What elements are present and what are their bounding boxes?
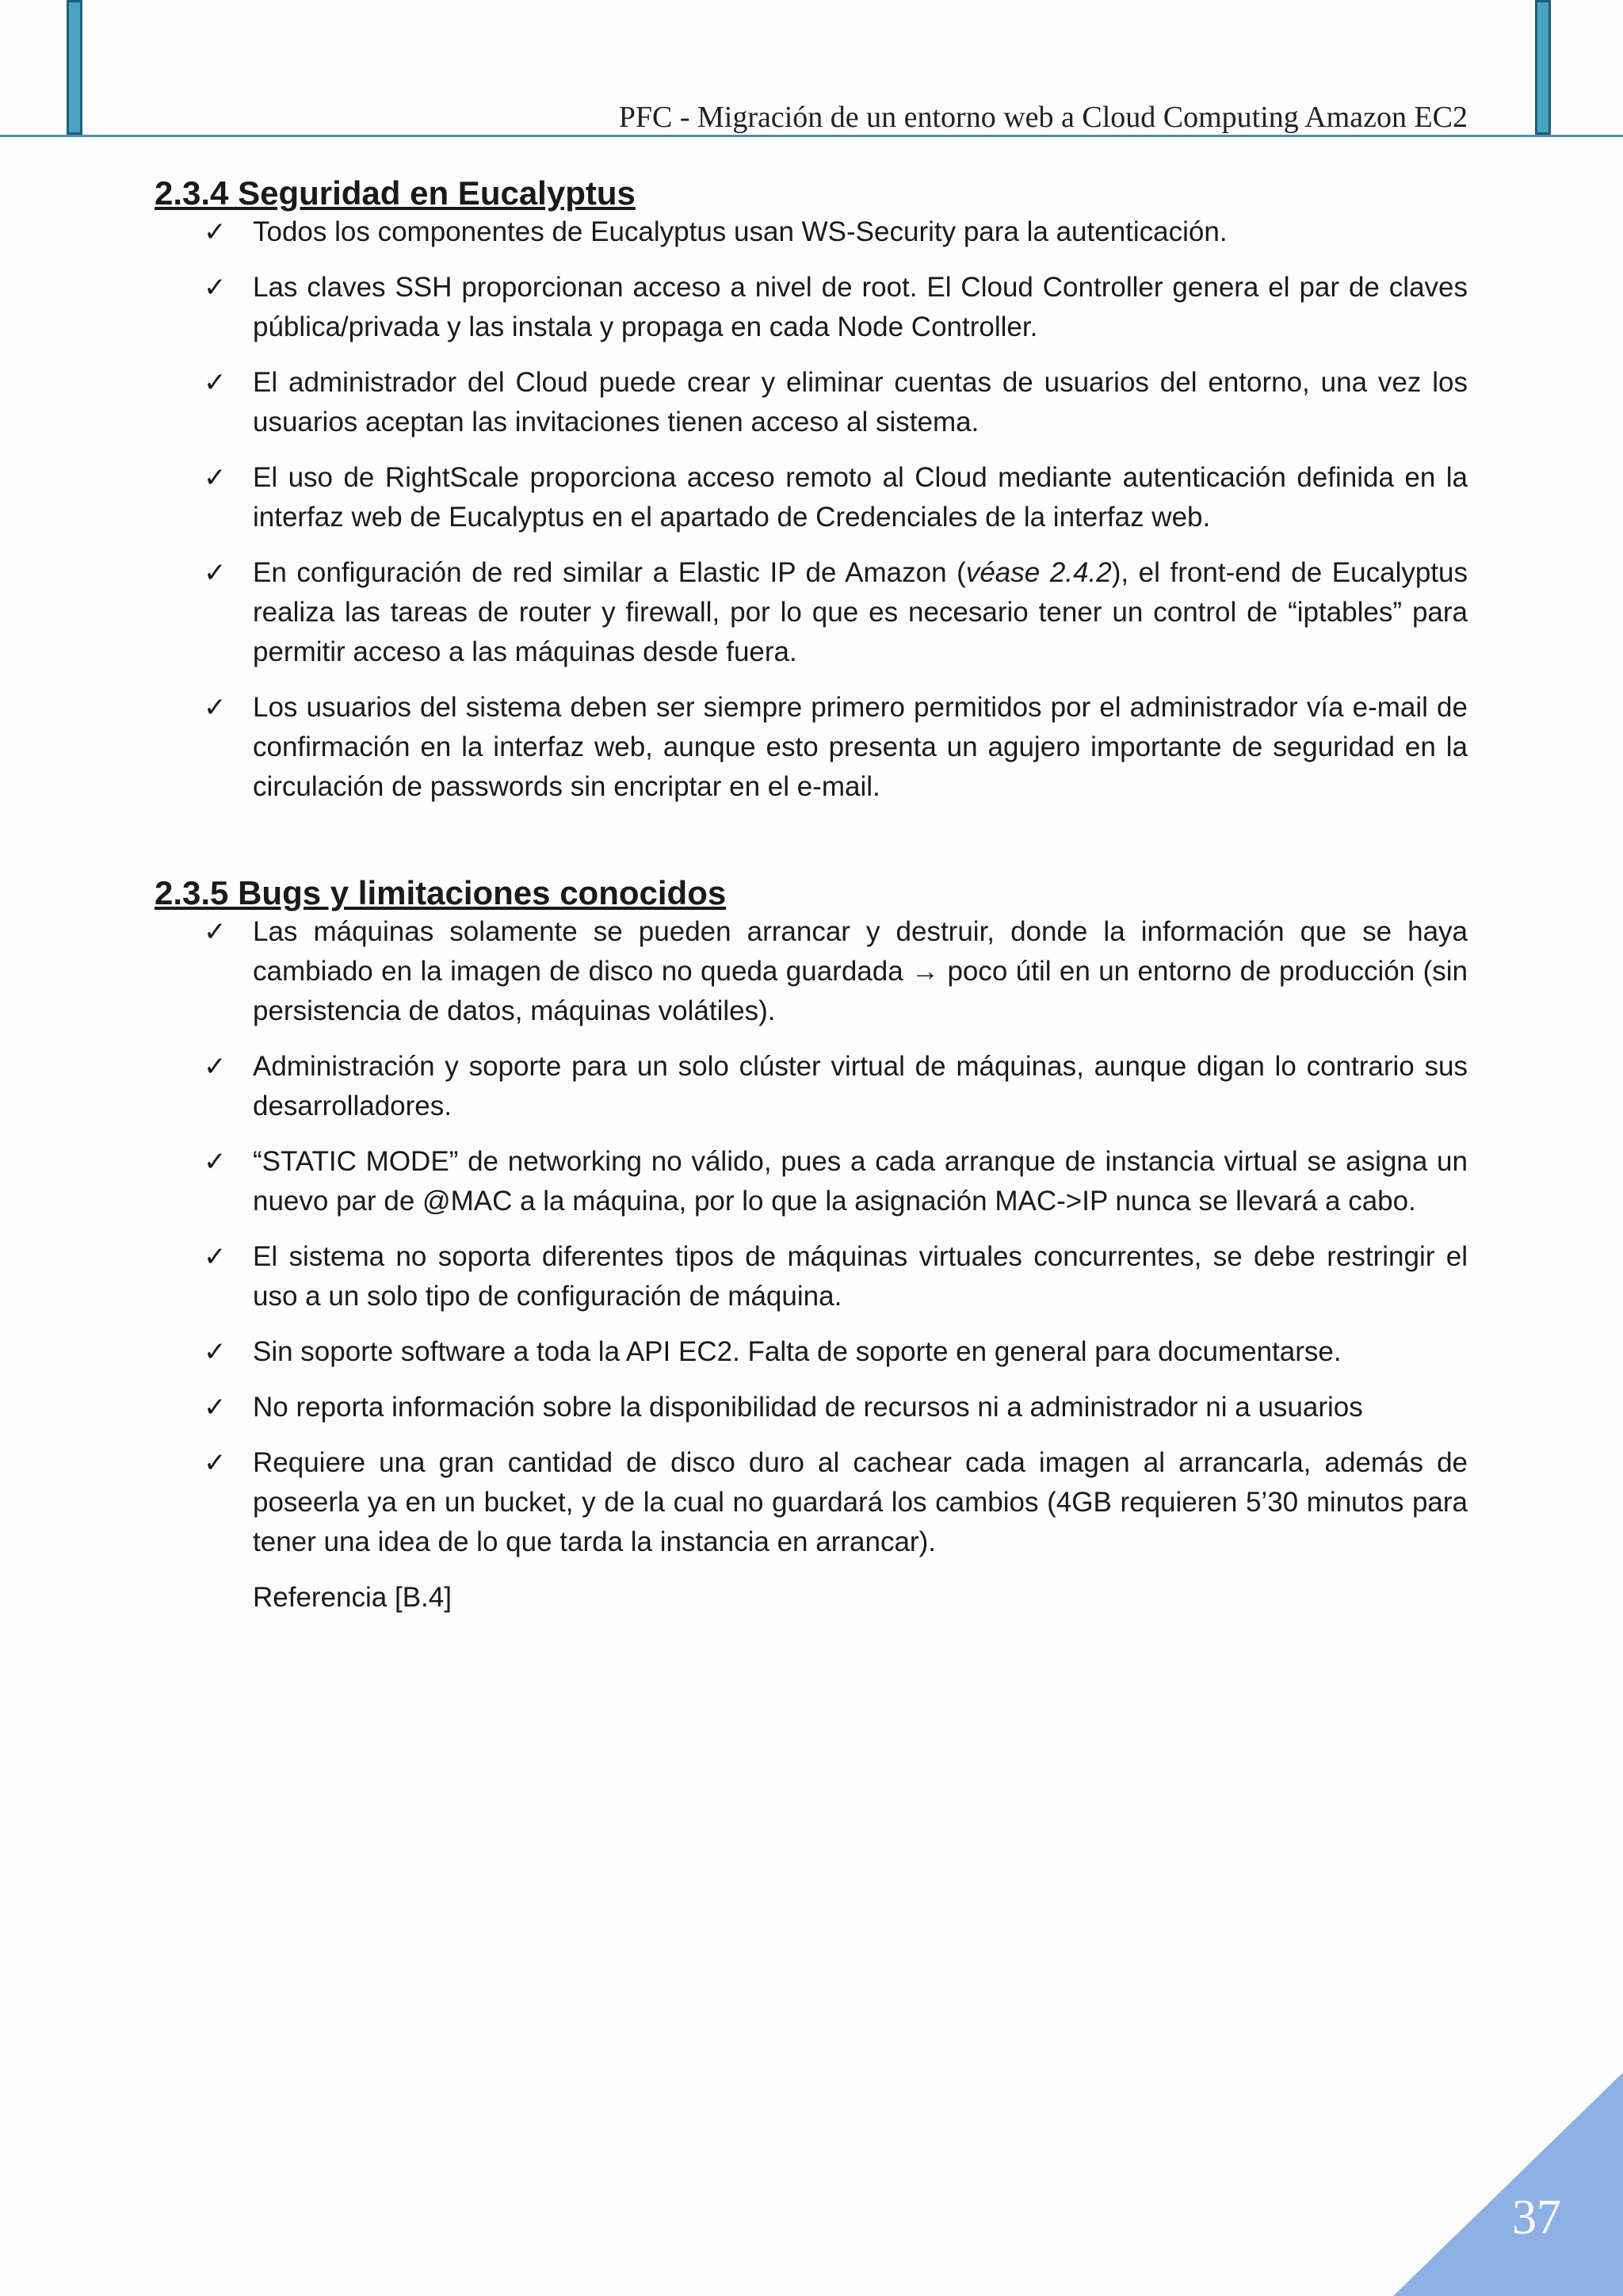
list-item xyxy=(155,363,1468,442)
checkmark-icon: ✓ xyxy=(204,217,227,247)
list-item-text: El sistema no soporta diferentes tipos de máquinas virtuales concurrentes, se debe restringir el uso a un solo tipo de configuración de máquina. xyxy=(253,1241,1468,1312)
list-item-text: Requiere una gran cantidad de disco duro al cachear cada imagen al arrancarla, además de poseerla ya en un bucket, y de la cual no guardará los cambios (4GB requieren 5’30 minutos para tener una idea de lo que tarda la instancia en arrancar). xyxy=(253,1447,1468,1557)
checkmark-icon: ✓ xyxy=(204,917,227,947)
section-title-bugs: 2.3.5 Bugs y limitaciones conocidos xyxy=(155,874,727,911)
checkmark-icon: ✓ xyxy=(204,1337,227,1367)
header-rule xyxy=(0,135,1623,137)
security-list xyxy=(155,212,1468,807)
checkmark-icon: ✓ xyxy=(204,1392,227,1423)
list-item-text: “STATIC MODE” de networking no válido, pues a cada arranque de instancia virtual se asigna un nuevo par de @MAC a la máquina, por lo que la asignación MAC->IP nunca se llevará a cabo. xyxy=(253,1146,1468,1217)
list-item-text: Todos los componentes de Eucalyptus usan WS-Security para la autenticación. xyxy=(253,216,1228,247)
list-item-text: El administrador del Cloud puede crear y eliminar cuentas de usuarios del entorno, una vez los usuarios aceptan las invitaciones tienen acceso al sistema. xyxy=(253,367,1468,437)
checkmark-icon: ✓ xyxy=(204,693,227,723)
checkmark-icon: ✓ xyxy=(204,273,227,303)
running-header: PFC - Migración de un entorno web a Cloud Computing Amazon EC2 xyxy=(618,101,1468,134)
reference-note: Referencia [B.4] xyxy=(253,1582,452,1613)
list-item xyxy=(155,212,1468,252)
list-item xyxy=(155,1443,1468,1562)
bugs-list xyxy=(155,912,1468,1562)
checkmark-icon: ✓ xyxy=(204,463,227,493)
list-item-text-pre: En configuración de red similar a Elastic IP de Amazon ( xyxy=(253,557,966,588)
list-item-text: Administración y soporte para un solo clúster virtual de máquinas, aunque digan lo contrario sus desarrolladores. xyxy=(253,1051,1468,1121)
list-item-text: Las claves SSH proporcionan acceso a nivel de root. El Cloud Controller genera el par de claves pública/privada y las instala y propaga en cada Node Controller. xyxy=(253,272,1468,342)
list-item-text: Sin soporte software a toda la API EC2. Falta de soporte en general para documentarse. xyxy=(253,1336,1342,1367)
list-item xyxy=(155,1332,1468,1372)
page-corner-triangle xyxy=(1393,2073,1623,2296)
list-item xyxy=(155,458,1468,537)
page-content xyxy=(155,174,1468,1618)
list-item xyxy=(155,1237,1468,1316)
section-title-seguridad: 2.3.4 Seguridad en Eucalyptus xyxy=(155,174,636,212)
list-item xyxy=(155,688,1468,807)
cross-reference: véase 2.4.2 xyxy=(965,557,1112,588)
checkmark-icon: ✓ xyxy=(204,1448,227,1478)
list-item xyxy=(155,1388,1468,1427)
header-right-bar xyxy=(1535,0,1551,135)
checkmark-icon: ✓ xyxy=(204,1052,227,1082)
list-item-text: Las máquinas solamente se pueden arrancar y destruir, donde la información que se haya cambiado en la imagen de disco no queda guardada → poco útil en un entorno de producción (sin persistencia de datos, máquinas volátiles). xyxy=(253,916,1468,1026)
list-item xyxy=(155,268,1468,347)
list-item xyxy=(155,1142,1468,1221)
checkmark-icon: ✓ xyxy=(204,368,227,398)
list-item xyxy=(155,1047,1468,1126)
list-item-text-post: ), el front-end de Eucalyptus realiza las tareas de router y firewall, por lo que es necesario tener un control de “iptables” para permitir acceso a las máquinas desde fuera. xyxy=(253,557,1468,667)
header-left-bar xyxy=(67,0,82,135)
list-item xyxy=(155,912,1468,1031)
list-item-text: Los usuarios del sistema deben ser siempre primero permitidos por el administrador vía e-mail de confirmación en la interfaz web, aunque esto presenta un agujero importante de seguridad en la circulación de passwords sin encriptar en el e-mail. xyxy=(253,692,1468,802)
checkmark-icon: ✓ xyxy=(204,1242,227,1272)
list-item-text: El uso de RightScale proporciona acceso remoto al Cloud mediante autenticación definida en la interfaz web de Eucalyptus en el apartado de Credenciales de la interfaz web. xyxy=(253,462,1468,533)
list-item-text: No reporta información sobre la disponibilidad de recursos ni a administrador ni a usuarios xyxy=(253,1392,1363,1423)
list-item xyxy=(155,553,1468,672)
checkmark-icon: ✓ xyxy=(204,1147,227,1177)
page-number: 37 xyxy=(1512,2191,1561,2244)
checkmark-icon: ✓ xyxy=(204,558,227,588)
